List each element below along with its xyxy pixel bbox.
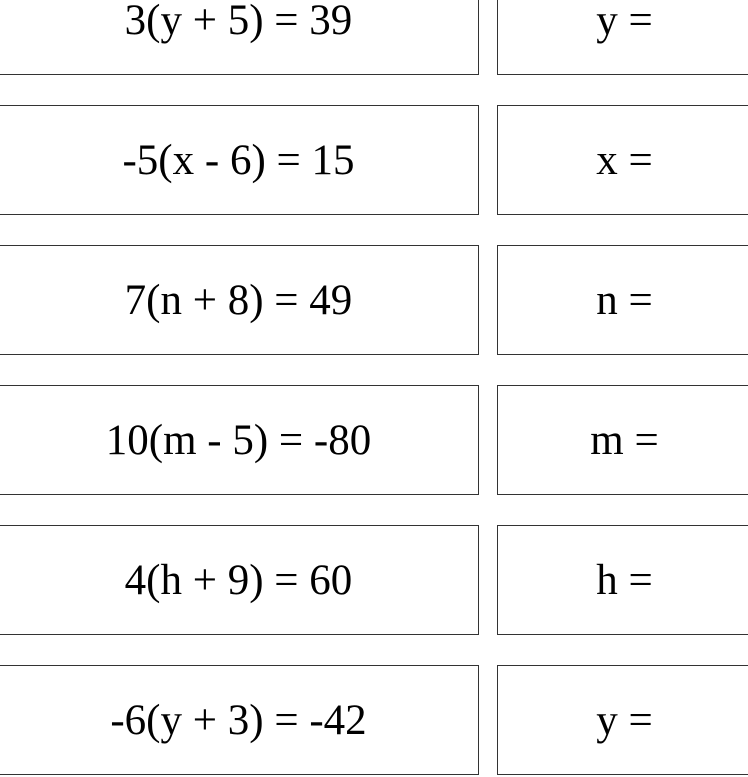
equation-text: 3(y + 5) = 39 xyxy=(124,0,353,44)
equation-row xyxy=(0,245,748,357)
equation-row xyxy=(0,525,748,637)
equation-text: 10(m - 5) = -80 xyxy=(105,416,372,464)
equation-card xyxy=(0,385,479,495)
equation-text: -6(y + 3) = -42 xyxy=(110,696,367,744)
answer-card[interactable] xyxy=(497,525,748,635)
answer-card[interactable] xyxy=(497,385,748,495)
equation-card xyxy=(0,0,479,75)
answer-label: x = xyxy=(596,136,653,184)
answer-label: h = xyxy=(596,556,653,604)
answer-label: y = xyxy=(596,696,653,744)
equation-text: -5(x - 6) = 15 xyxy=(122,136,355,184)
equation-text: 4(h + 9) = 60 xyxy=(124,556,353,604)
equation-row xyxy=(0,665,748,777)
answer-label: y = xyxy=(596,0,653,44)
answer-card[interactable] xyxy=(497,245,748,355)
equation-card xyxy=(0,665,479,775)
answer-card[interactable] xyxy=(497,665,748,775)
answer-card[interactable] xyxy=(497,0,748,75)
equation-card xyxy=(0,525,479,635)
equation-card xyxy=(0,105,479,215)
equation-row xyxy=(0,0,748,77)
answer-label: m = xyxy=(590,416,659,464)
equation-row xyxy=(0,385,748,497)
answer-label: n = xyxy=(596,276,653,324)
answer-card[interactable] xyxy=(497,105,748,215)
equation-text: 7(n + 8) = 49 xyxy=(124,276,353,324)
equation-row xyxy=(0,105,748,217)
equation-card xyxy=(0,245,479,355)
